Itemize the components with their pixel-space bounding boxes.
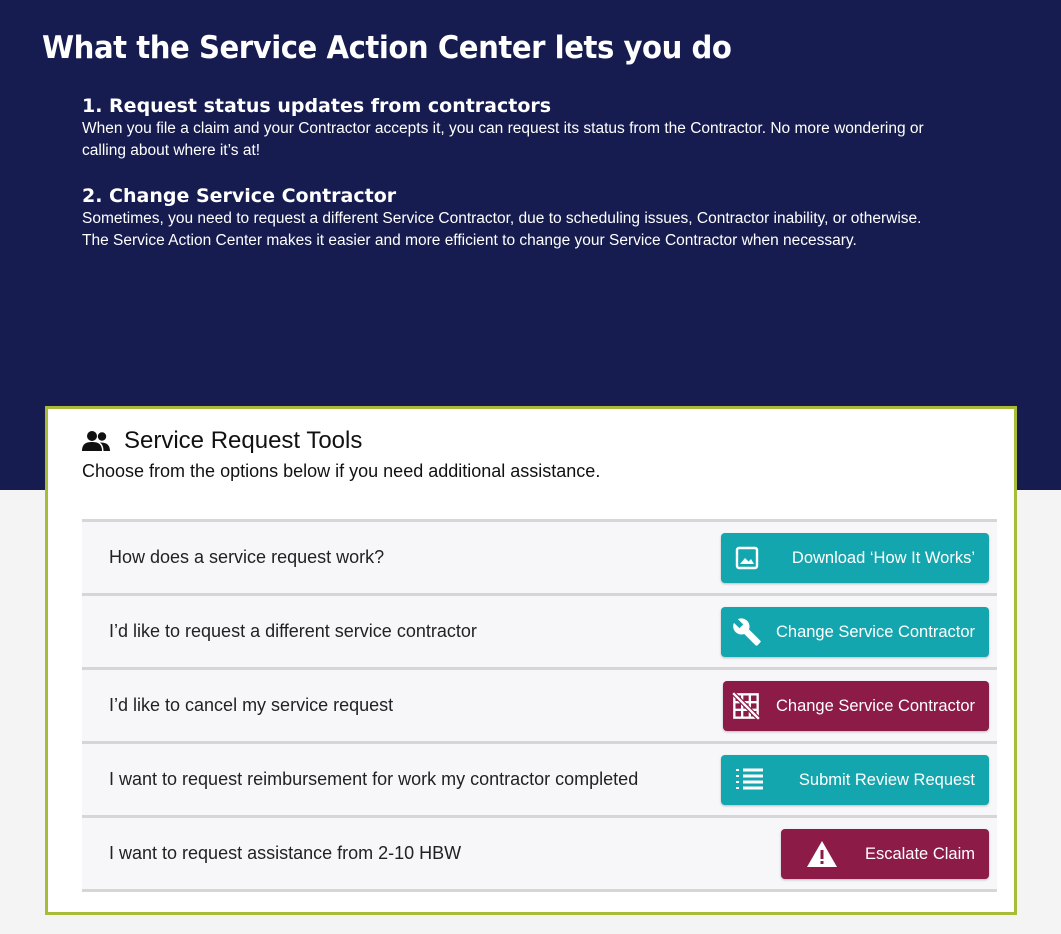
list-item	[82, 522, 997, 596]
feature-text: When you file a claim and your Contractor accepts it, you can request its status from the Contractor. No more wondering or calling about where it’s at!	[82, 120, 924, 159]
row-label: I want to request assistance from 2-10 HBW	[109, 843, 462, 863]
list-item	[82, 818, 997, 892]
tools-list	[82, 519, 997, 892]
feature-heading: 1. Request status updates from contractors	[82, 95, 552, 117]
download-how-it-works-button[interactable]	[721, 533, 989, 583]
button-label: Change Service Contractor	[775, 622, 975, 641]
cancel-service-request-button[interactable]	[723, 681, 989, 731]
hero-title: What the Service Action Center lets you do	[42, 30, 732, 66]
grid-off-icon	[729, 689, 763, 723]
image-icon	[730, 541, 764, 575]
button-label: Download ‘How It Works’	[791, 548, 975, 567]
feature-heading: 2. Change Service Contractor	[82, 185, 397, 207]
wrench-icon	[730, 615, 764, 649]
button-label: Submit Review Request	[798, 770, 975, 789]
tools-header	[82, 427, 362, 455]
row-label: I want to request reimbursement for work my contractor completed	[109, 769, 639, 789]
submit-review-request-button[interactable]	[721, 755, 989, 805]
feature-change-contractor	[82, 184, 942, 252]
escalate-claim-button[interactable]	[781, 829, 989, 879]
service-request-tools-card	[45, 406, 1017, 915]
change-service-contractor-button[interactable]	[721, 607, 989, 657]
row-label: I’d like to cancel my service request	[109, 695, 394, 715]
people-icon	[82, 430, 110, 452]
row-label: I’d like to request a different service contractor	[109, 621, 477, 641]
feature-status-updates	[82, 94, 942, 162]
row-label: How does a service request work?	[109, 547, 385, 567]
warning-icon	[805, 837, 839, 871]
button-label: Escalate Claim	[864, 844, 975, 863]
tools-subtitle: Choose from the options below if you need additional assistance.	[82, 461, 601, 481]
list-icon	[733, 763, 767, 797]
list-item	[82, 744, 997, 818]
list-item	[82, 670, 997, 744]
tools-title: Service Request Tools	[124, 427, 363, 454]
feature-text: Sometimes, you need to request a different Service Contractor, due to scheduling issues, Contractor inability, or otherwise. The Service Action Center makes it easier and more efficient to change your Service Contractor when necessary.	[82, 210, 922, 249]
button-label: Change Service Contractor	[775, 696, 975, 715]
list-item	[82, 596, 997, 670]
